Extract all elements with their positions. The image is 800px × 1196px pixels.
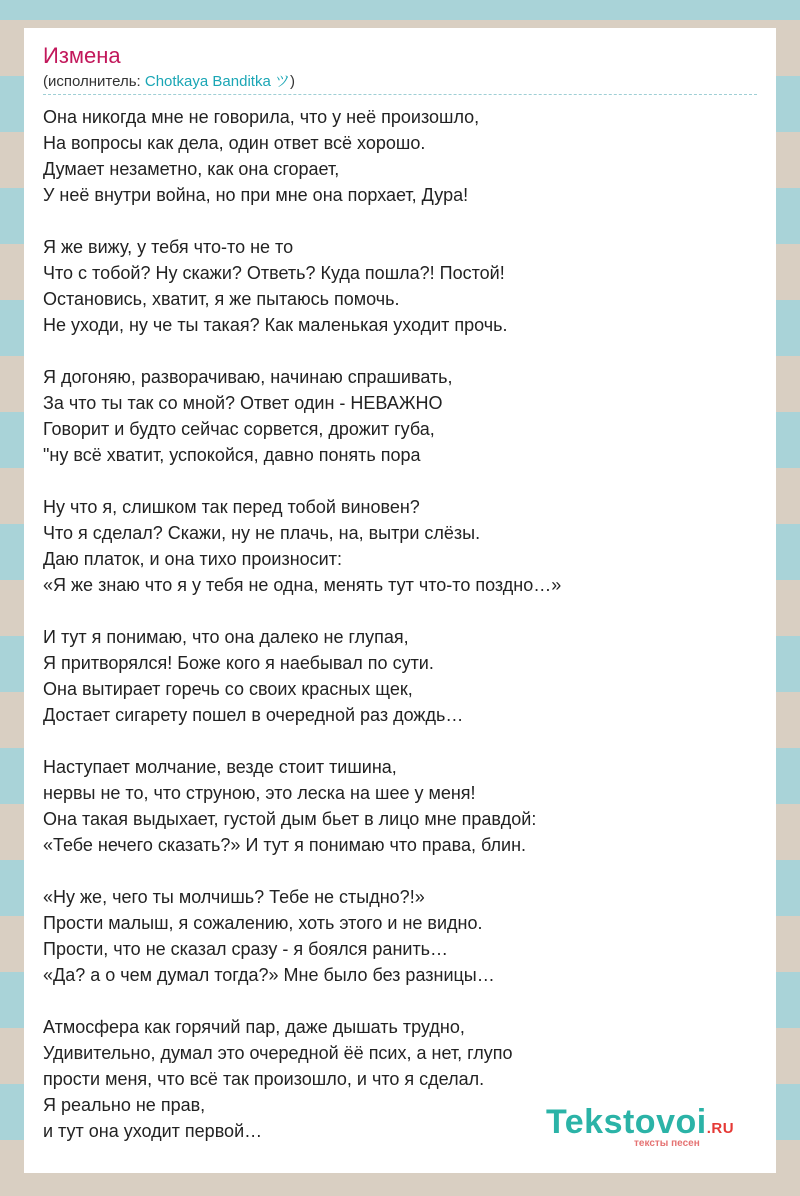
lyric-line: Остановись, хватит, я же пытаюсь помочь. [43,289,400,309]
lyrics-card [24,28,776,1173]
stanza [43,1014,561,1144]
lyric-line: Прости малыш, я сожалению, хоть этого и не видно. [43,913,483,933]
lyric-line: Я же вижу, у тебя что-то не то [43,237,294,257]
lyric-line: Я догоняю, разворачиваю, начинаю спрашивать, [43,367,453,387]
lyric-line: Атмосфера как горячий пар, даже дышать трудно, [43,1017,465,1037]
lyric-line: прости меня, что всё так произошло, и что я сделал. [43,1069,485,1089]
lyrics-body [43,104,561,1170]
logo-domain: .RU [706,1120,735,1137]
lyric-line: нервы не то, что струною, это леска на шее у меня! [43,783,476,803]
lyric-line: У неё внутри война, но при мне она порхает, Дура! [43,185,469,205]
lyric-line: "ну всё хватит, успокойся, давно понять пора [43,445,421,465]
lyric-line: «Я же знаю что я у тебя не одна, менять тут что-то поздно…» [43,575,562,595]
lyric-line: Она такая выдыхает, густой дым бьет в лицо мне правдой: [43,809,537,829]
lyric-line: Что я сделал? Скажи, ну не плачь, на, вытри слёзы. [43,523,481,543]
lyric-line: Она вытирает горечь со своих красных щек, [43,679,413,699]
lyric-line: Она никогда мне не говорила, что у неё произошло, [43,107,480,127]
lyric-line: «Ну же, чего ты молчишь? Тебе не стыдно?!» [43,887,425,907]
lyric-line: Говорит и будто сейчас сорвется, дрожит губа, [43,419,435,439]
lyric-line: «Да? а о чем думал тогда?» Мне было без разницы… [43,965,495,985]
artist-suffix: ) [289,73,295,90]
artist-link[interactable]: Chotkaya Banditka ツ [144,73,290,90]
artist-line [43,72,295,92]
site-logo[interactable] [546,1103,756,1149]
stanza [43,364,561,468]
lyric-line: Думает незаметно, как она сгорает, [43,159,340,179]
stanza [43,104,561,208]
lyric-line: Я притворялся! Боже кого я наебывал по сути. [43,653,434,673]
lyric-line: Прости, что не сказал сразу - я боялся ранить… [43,939,449,959]
lyric-line: Даю платок, и она тихо произносит: [43,549,342,569]
stanza [43,234,561,338]
lyric-line: Не уходи, ну че ты такая? Как маленькая уходит прочь. [43,315,508,335]
lyric-line: Я реально не прав, [43,1095,206,1115]
lyric-line: «Тебе нечего сказать?» И тут я понимаю что права, блин. [43,835,527,855]
stanza [43,624,561,728]
lyric-line: и тут она уходит первой… [43,1121,263,1141]
stanza [43,754,561,858]
stanza [43,884,561,988]
lyric-line: Достает сигарету пошел в очередной раз дождь… [43,705,464,725]
stanza [43,494,561,598]
logo-text: Tekstovoi [546,1103,707,1141]
title-divider [43,94,757,95]
lyric-line: Что с тобой? Ну скажи? Ответь? Куда пошла?! Постой! [43,263,505,283]
lyric-line: Наступает молчание, везде стоит тишина, [43,757,397,777]
logo-tagline: тексты песен [634,1138,700,1149]
artist-prefix: (исполнитель: [43,73,145,90]
lyric-line: И тут я понимаю, что она далеко не глупая, [43,627,409,647]
lyric-line: Удивительно, думал это очередной ёё псих, а нет, глупо [43,1043,513,1063]
lyric-line: На вопросы как дела, один ответ всё хорошо. [43,133,426,153]
song-title: Измена [43,43,121,68]
lyric-line: За что ты так со мной? Ответ один - НЕВАЖНО [43,393,443,413]
lyric-line: Ну что я, слишком так перед тобой виновен? [43,497,420,517]
